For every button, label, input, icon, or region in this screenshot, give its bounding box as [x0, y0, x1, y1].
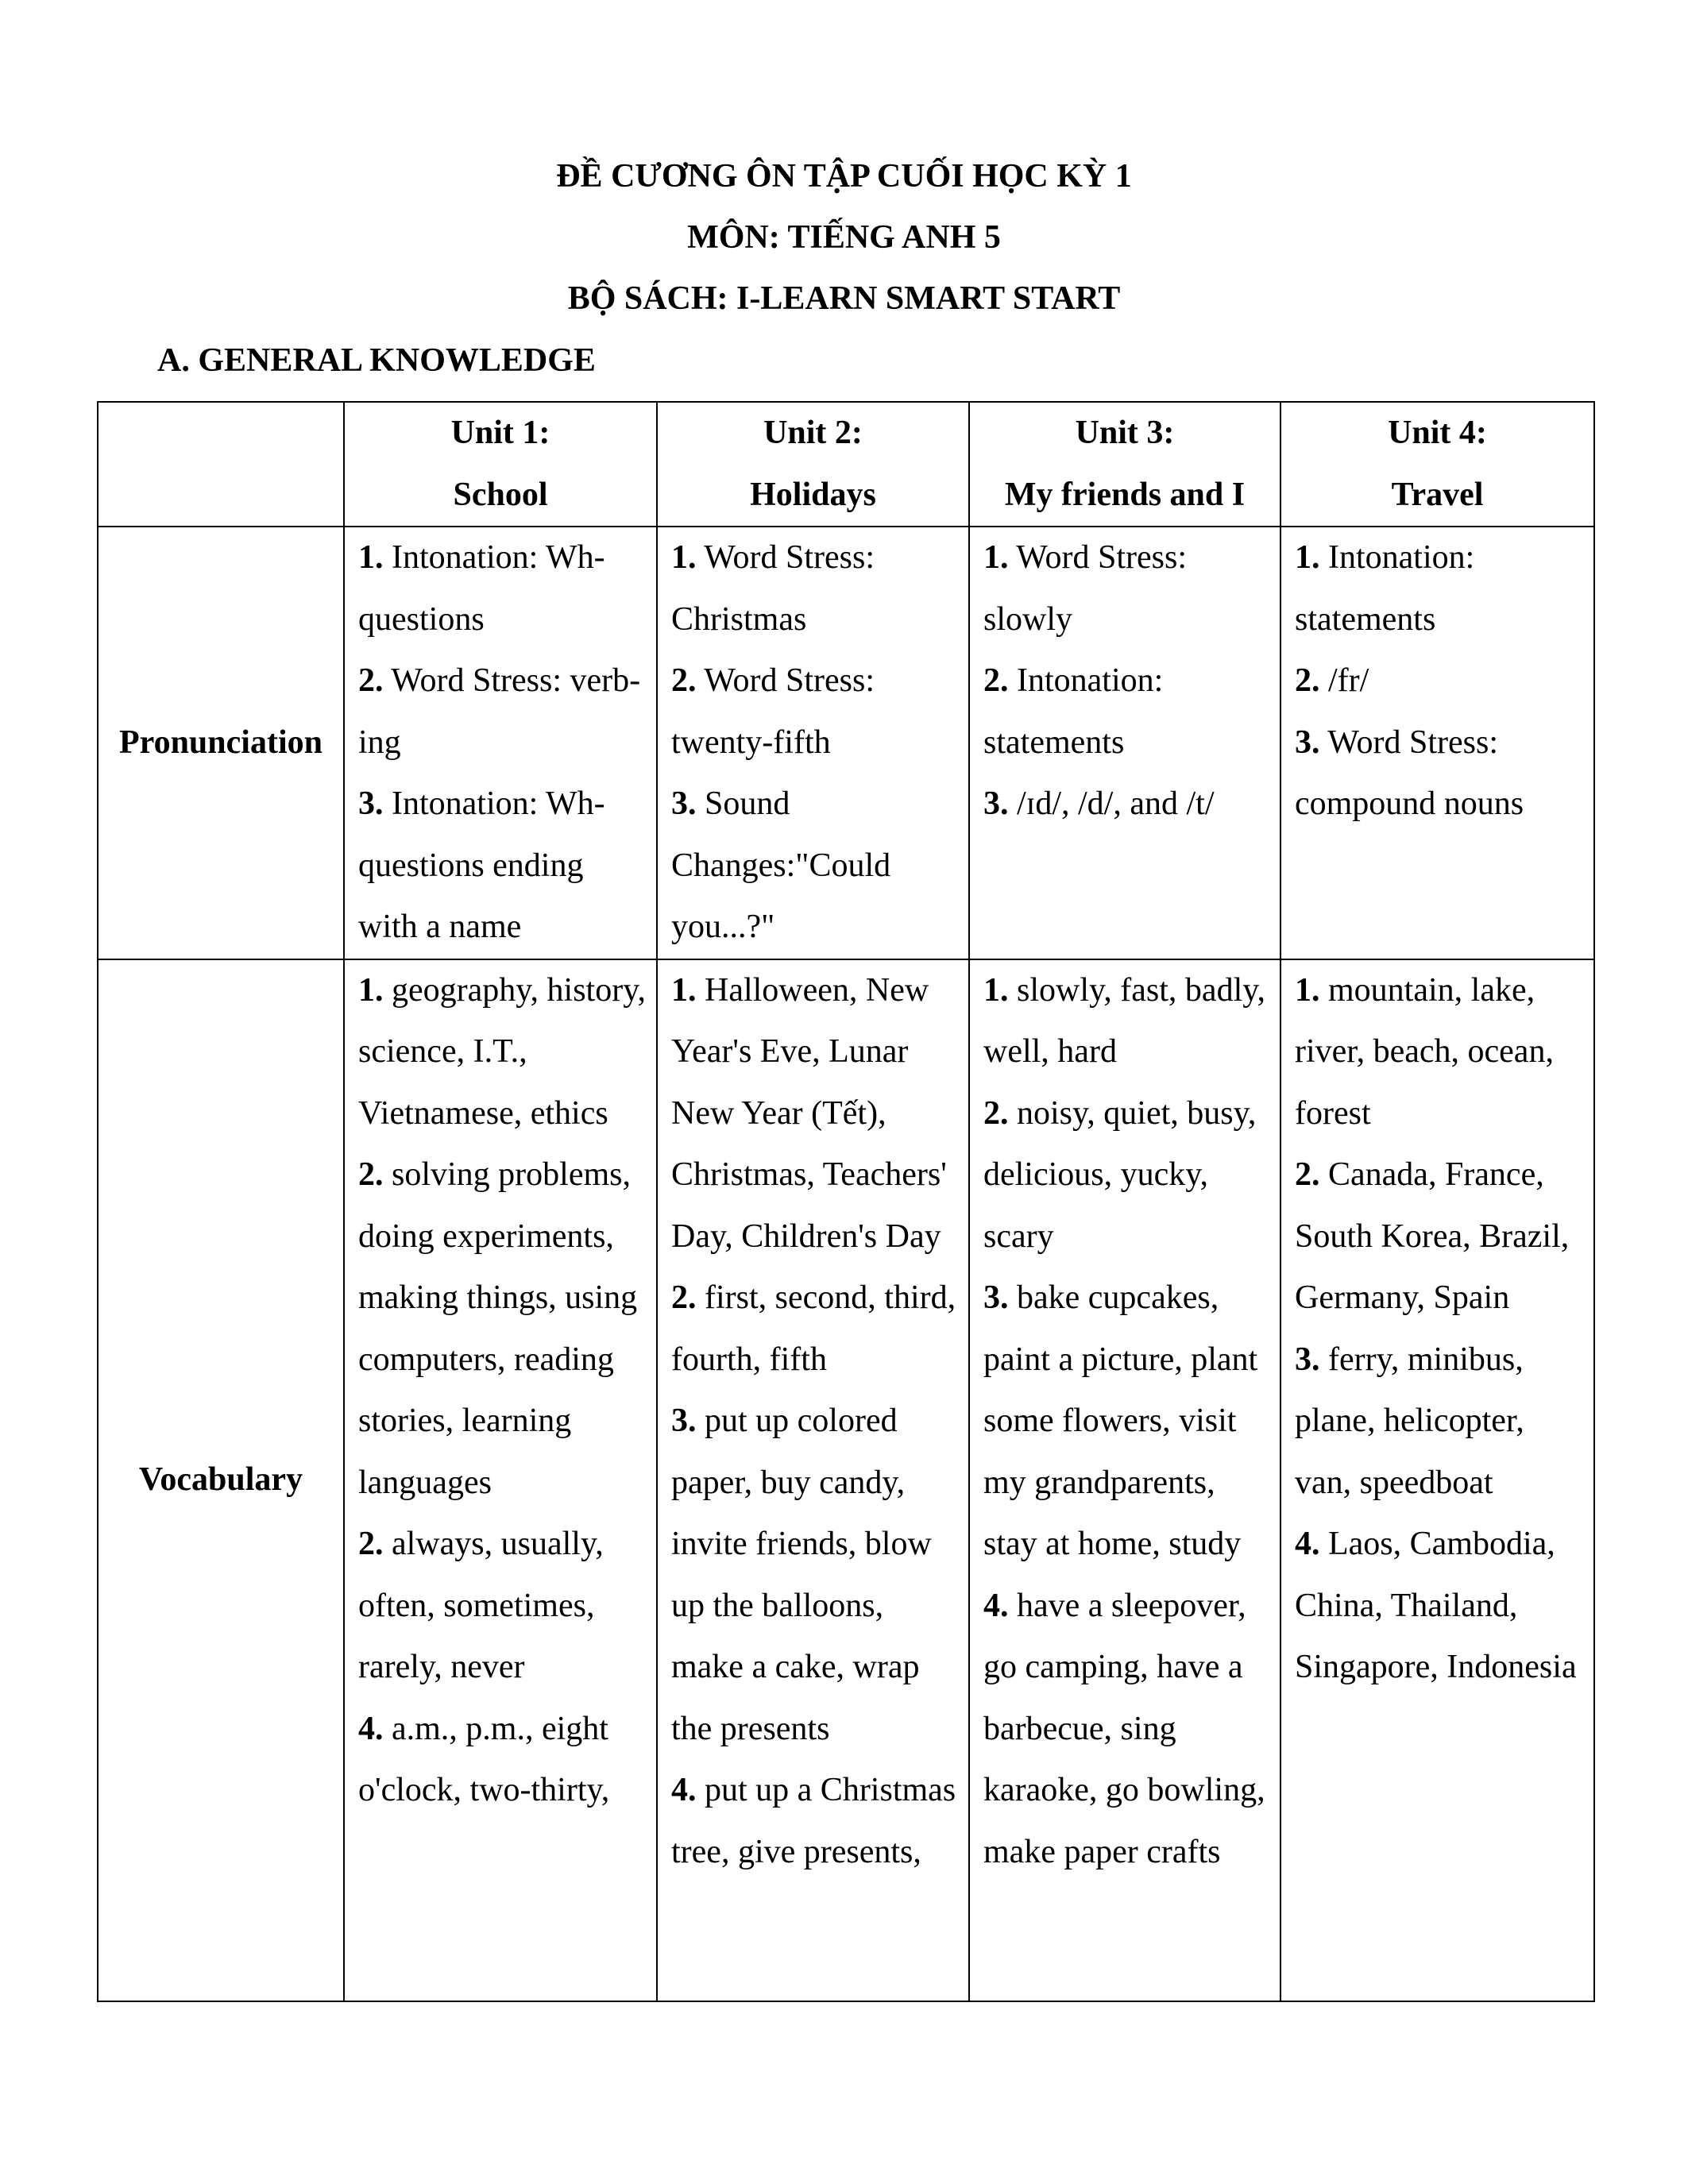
content-cell	[969, 959, 1280, 2001]
unit-number: Unit 3:	[1075, 415, 1175, 451]
item-text: Word Stress: verb-ing	[358, 662, 641, 761]
item-text: Intonation: Wh-questions	[358, 539, 605, 638]
item-number: 4.	[983, 1587, 1009, 1624]
content-cell	[657, 959, 969, 2001]
content-cell	[344, 959, 657, 2001]
list-item	[671, 527, 959, 650]
item-number: 3.	[1295, 1341, 1320, 1378]
list-item	[983, 527, 1270, 650]
item-number: 3.	[983, 785, 1009, 822]
section-heading: A. GENERAL KNOWLEDGE	[157, 342, 596, 379]
knowledge-table	[97, 401, 1595, 2002]
list-item	[358, 1514, 647, 1699]
list-item	[358, 1699, 647, 1822]
item-number: 2.	[983, 662, 1009, 699]
unit-number: Unit 4:	[1388, 415, 1487, 451]
list-item	[1295, 527, 1584, 650]
list-item	[671, 1268, 959, 1391]
list-item	[983, 774, 1270, 835]
list-item	[358, 1144, 647, 1514]
item-number: 2.	[358, 1526, 384, 1562]
row-label: Vocabulary	[98, 959, 344, 2001]
item-text: /fr/	[1319, 662, 1369, 699]
list-item	[983, 960, 1270, 1083]
item-number: 4.	[671, 1772, 697, 1808]
unit-name: Holidays	[750, 476, 876, 513]
item-number: 2.	[983, 1094, 1009, 1132]
item-text: Canada, France, South Korea, Brazil, Germany, Spain	[1295, 1156, 1570, 1316]
unit-name: School	[453, 476, 548, 513]
item-text: Intonation: Wh-questions ending with a name	[358, 785, 605, 945]
item-text: ferry, minibus, plane, helicopter, van, speedboat	[1295, 1341, 1524, 1501]
content-cell	[1280, 959, 1594, 2001]
item-text: slowly, fast, badly, well, hard	[983, 971, 1266, 1070]
item-text: /ɪd/, /d/, and /t/	[1008, 785, 1215, 822]
list-item	[1295, 960, 1584, 1145]
item-number: 4.	[358, 1710, 384, 1747]
item-text: Word Stress: twenty-fifth	[671, 662, 875, 761]
list-item	[983, 1576, 1270, 1884]
item-number: 2.	[358, 1156, 384, 1193]
item-number: 1.	[358, 539, 384, 576]
item-text: Sound Changes:"Could you...?"	[671, 785, 891, 945]
item-number: 3.	[671, 1403, 697, 1439]
list-item	[671, 774, 959, 959]
unit-header-cell	[1280, 402, 1594, 527]
item-text: mountain, lake, river, beach, ocean, forest	[1295, 971, 1554, 1132]
item-number: 1.	[1295, 539, 1320, 576]
item-number: 3.	[983, 1279, 1009, 1316]
list-item	[1295, 1514, 1584, 1699]
book-heading: BỘ SÁCH: I-LEARN SMART START	[567, 280, 1121, 317]
item-number: 4.	[1295, 1526, 1320, 1562]
item-text: bake cupcakes, paint a picture, plant some flowers, visit my grandparents, stay at home, study	[983, 1279, 1258, 1562]
item-text: Intonation: statements	[1295, 539, 1475, 638]
table-row	[98, 959, 1594, 2001]
list-item	[1295, 1329, 1584, 1515]
item-number: 3.	[671, 785, 697, 822]
list-item	[671, 1391, 959, 1760]
content-cell	[657, 527, 969, 959]
item-text: put up a Christmas tree, give presents,	[671, 1772, 956, 1870]
item-number: 1.	[983, 539, 1009, 576]
item-number: 1.	[358, 971, 384, 1009]
empty-corner-cell	[98, 402, 344, 527]
list-item	[671, 650, 959, 774]
unit-number: Unit 2:	[763, 415, 863, 451]
list-item	[983, 1083, 1270, 1268]
item-number: 2.	[671, 662, 697, 699]
item-text: first, second, third, fourth, fifth	[671, 1279, 956, 1378]
header-row	[98, 402, 1594, 527]
list-item	[1295, 1144, 1584, 1329]
item-text: geography, history, science, I.T., Vietnamese, ethics	[358, 971, 646, 1132]
item-text: solving problems, doing experiments, making things, using computers, reading stories, learning languages	[358, 1156, 638, 1501]
item-text: always, usually, often, sometimes, rarely, never	[358, 1526, 604, 1685]
content-cell	[344, 527, 657, 959]
item-text: Word Stress: slowly	[983, 539, 1188, 638]
list-item	[358, 774, 647, 959]
list-item	[671, 960, 959, 1268]
document-title: ĐỀ CƯƠNG ÔN TẬP CUỐI HỌC KỲ 1	[556, 158, 1132, 195]
row-label: Pronunciation	[98, 527, 344, 959]
content-cell	[969, 527, 1280, 959]
list-item	[1295, 712, 1584, 835]
unit-name: Travel	[1391, 476, 1484, 513]
list-item	[1295, 650, 1584, 712]
item-number: 3.	[358, 785, 384, 822]
item-text: Word Stress: Christmas	[671, 539, 875, 638]
item-number: 1.	[671, 971, 697, 1009]
content-cell	[1280, 527, 1594, 959]
list-item	[671, 1760, 959, 1883]
list-item	[983, 1268, 1270, 1576]
item-text: Halloween, New Year's Eve, Lunar New Year (Tết), Christmas, Teachers' Day, Children's Day	[671, 971, 947, 1255]
item-number: 2.	[671, 1279, 697, 1316]
unit-number: Unit 1:	[450, 415, 550, 451]
item-text: have a sleepover, go camping, have a barbecue, sing karaoke, go bowling, make paper crafts	[983, 1587, 1265, 1870]
unit-name: My friends and I	[1004, 476, 1246, 513]
item-text: Laos, Cambodia, China, Thailand, Singapore, Indonesia	[1295, 1526, 1577, 1685]
list-item	[358, 527, 647, 650]
item-number: 1.	[983, 971, 1009, 1009]
item-text: Intonation: statements	[983, 662, 1164, 761]
subject-heading: MÔN: TIẾNG ANH 5	[687, 219, 1001, 256]
item-number: 1.	[671, 539, 697, 576]
unit-header-cell	[344, 402, 657, 527]
table-row	[98, 527, 1594, 959]
item-number: 2.	[358, 662, 384, 699]
item-number: 3.	[1295, 723, 1320, 761]
unit-header-cell	[657, 402, 969, 527]
item-number: 1.	[1295, 971, 1320, 1009]
item-text: noisy, quiet, busy, delicious, yucky, scary	[983, 1094, 1257, 1255]
list-item	[358, 650, 647, 774]
item-number: 2.	[1295, 1156, 1320, 1193]
unit-header-cell	[969, 402, 1280, 527]
item-text: Word Stress: compound nouns	[1295, 723, 1524, 822]
item-text: put up colored paper, buy candy, invite friends, blow up the balloons, make a cake, wrap the presents	[671, 1403, 932, 1747]
item-number: 2.	[1295, 662, 1320, 699]
item-text: a.m., p.m., eight o'clock, two-thirty,	[358, 1710, 610, 1808]
list-item	[983, 650, 1270, 774]
list-item	[358, 960, 647, 1145]
